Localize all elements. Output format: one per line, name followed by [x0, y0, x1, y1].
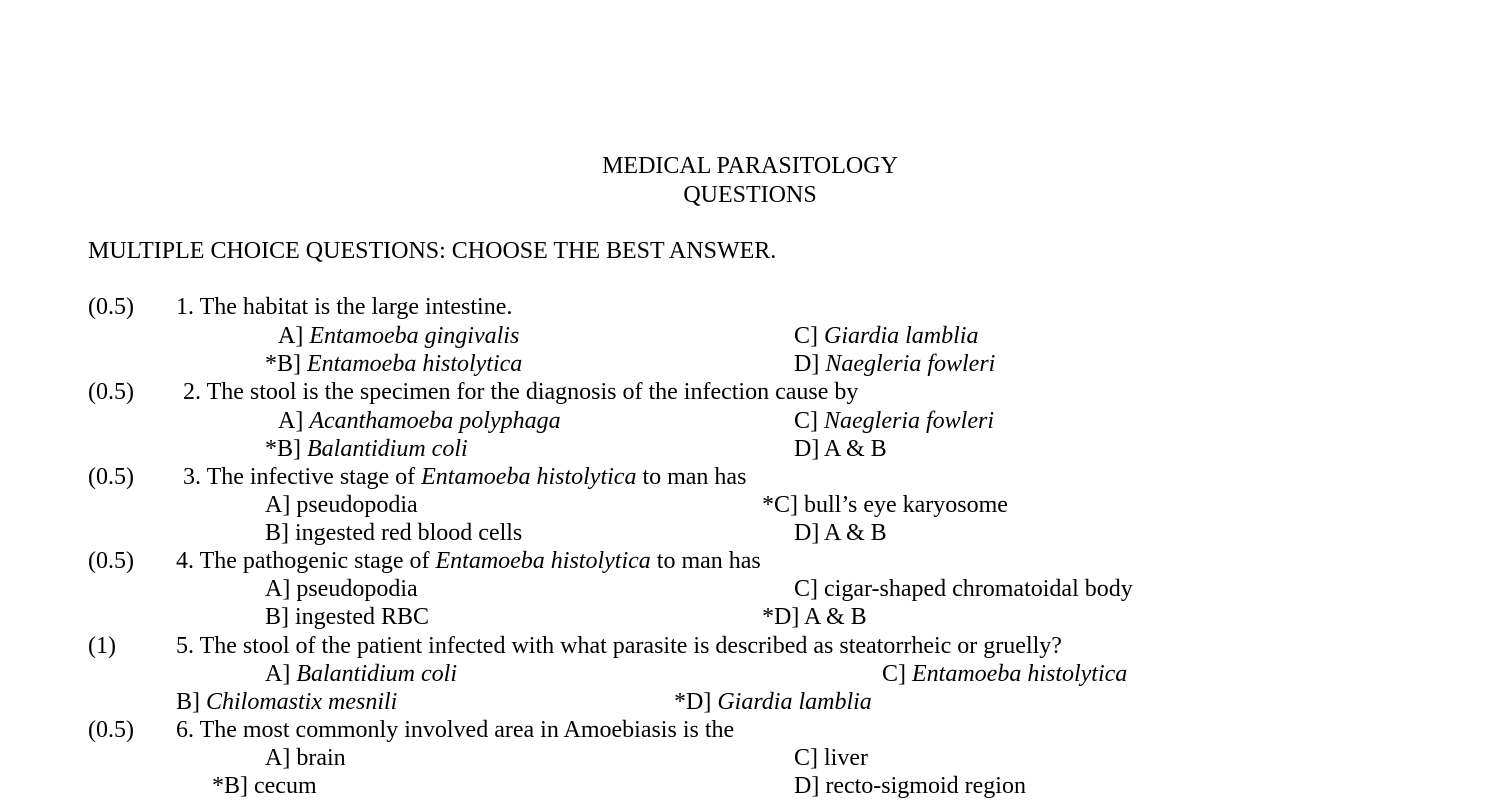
question-1-points: (0.5): [88, 294, 134, 320]
instruction-heading: MULTIPLE CHOICE QUESTIONS: CHOOSE THE BEST ANSWER.: [88, 238, 777, 264]
question-6-stem: 6. The most commonly involved area in Amoebiasis is the: [176, 717, 735, 743]
question-4-option-d: *D] A & B: [762, 604, 867, 630]
question-3-points: (0.5): [88, 464, 134, 490]
question-1-option-a: A] Entamoeba gingivalis: [278, 323, 520, 349]
question-2-option-b: *B] Balantidium coli: [265, 436, 468, 462]
question-4-option-b: B] ingested RBC: [265, 604, 430, 630]
question-5-stem: 5. The stool of the patient infected with what parasite is described as steatorrheic or gruelly?: [176, 633, 1062, 659]
question-5-points: (1): [88, 633, 116, 659]
question-3-option-b: B] ingested red blood cells: [265, 520, 523, 546]
question-6-option-b: *B] cecum: [212, 773, 317, 799]
question-5-option-c: C] Entamoeba histolytica: [882, 661, 1128, 687]
question-3-option-a: A] pseudopodia: [265, 492, 418, 518]
question-5-option-a: A] Balantidium coli: [265, 661, 457, 687]
question-2-points: (0.5): [88, 379, 134, 405]
question-4-option-a: A] pseudopodia: [265, 576, 418, 602]
question-2-option-c: C] Naegleria fowleri: [794, 408, 994, 434]
question-6-points: (0.5): [88, 717, 134, 743]
question-6-option-a: A] brain: [265, 745, 346, 771]
question-2-option-a: A] Acanthamoeba polyphaga: [278, 408, 561, 434]
question-1-option-d: D] Naegleria fowleri: [794, 351, 996, 377]
question-5-option-d: *D] Giardia lamblia: [674, 689, 872, 715]
question-1-stem: 1. The habitat is the large intestine.: [176, 294, 513, 320]
question-1-option-b: *B] Entamoeba histolytica: [265, 351, 523, 377]
question-3-stem: 3. The infective stage of Entamoeba histolytica to man has: [183, 464, 747, 490]
question-4-stem: 4. The pathogenic stage of Entamoeba histolytica to man has: [176, 548, 761, 574]
question-6-option-c: C] liver: [794, 745, 868, 771]
question-6-option-d: D] recto-sigmoid region: [794, 773, 1026, 799]
question-2-option-d: D] A & B: [794, 436, 887, 462]
document-subtitle: QUESTIONS: [683, 182, 817, 208]
question-4-option-c: C] cigar-shaped chromatoidal body: [794, 576, 1133, 602]
question-5-option-b: B] Chilomastix mesnili: [176, 689, 398, 715]
question-2-stem: 2. The stool is the specimen for the diagnosis of the infection cause by: [183, 379, 859, 405]
question-4-points: (0.5): [88, 548, 134, 574]
question-3-option-c: *C] bull’s eye karyosome: [762, 492, 1008, 518]
question-1-option-c: C] Giardia lamblia: [794, 323, 979, 349]
question-3-option-d: D] A & B: [794, 520, 887, 546]
document-title: MEDICAL PARASITOLOGY: [602, 153, 898, 179]
